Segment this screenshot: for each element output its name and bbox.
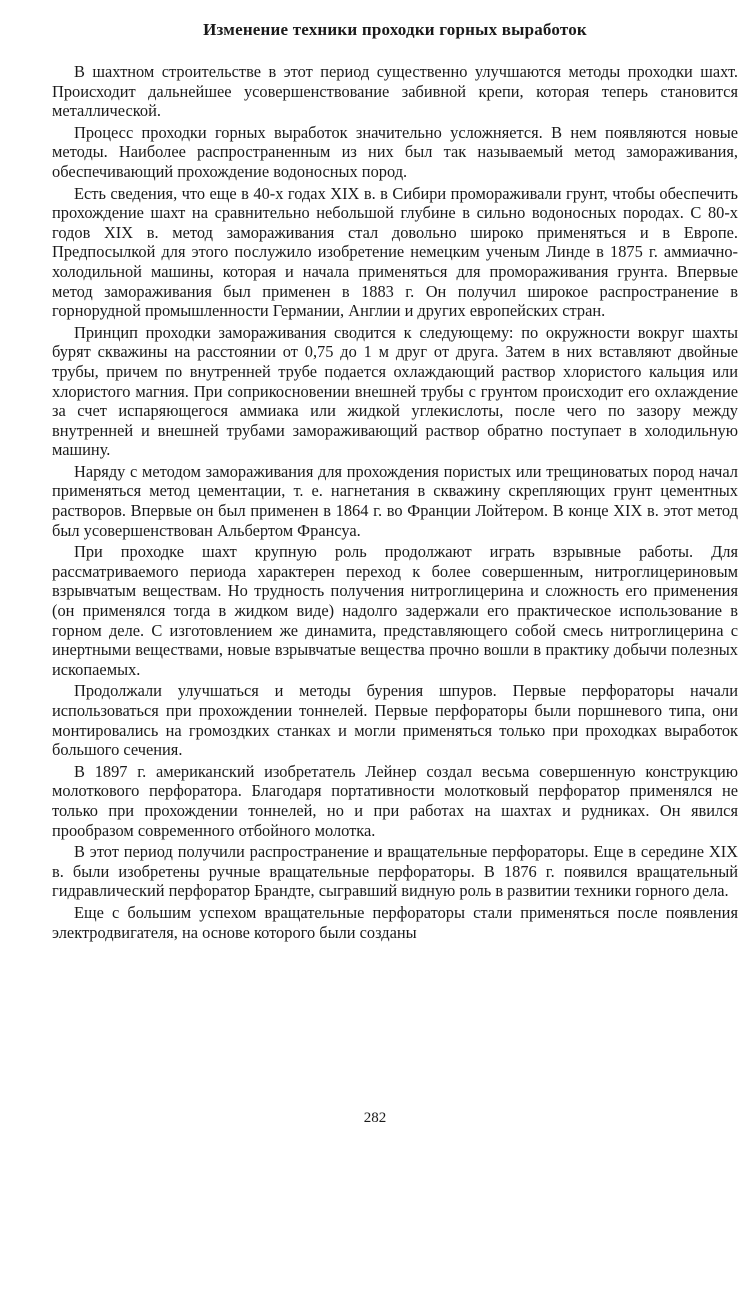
section-title: Изменение техники проходки горных выработок — [203, 20, 587, 39]
page-content — [52, 20, 738, 944]
paragraph: Продолжали улучшаться и методы бурения шпуров. Первые перфораторы начали использоваться при прохождении тоннелей. Первые перфораторы были поршневого типа, они монтировались на громоздких станках и могли применяться только при проходках выработок большого сечения. — [52, 681, 738, 760]
paragraph: При проходке шахт крупную роль продолжают играть взрывные работы. Для рассматриваемого периода характерен переход к более совершенным, нитроглицериновым взрывчатым веществам. Но трудность получения нитроглицерина и сложность его применения (он применялся тогда в жидком виде) надолго задержали его практическое использование в горном деле. С изготовлением же динамита, представляющего собой смесь нитроглицерина с инертными веществами, новые взрывчатые вещества прочно вошли в практику добычи полезных ископаемых. — [52, 542, 738, 679]
paragraph: Наряду с методом замораживания для прохождения пористых или трещиноватых пород начал применяться метод цементации, т. е. нагнетания в скважину скрепляющих грунт цементных растворов. Впервые он был применен в 1864 г. во Франции Лойтером. В конце XIX в. этот метод был усовершенствован Альбертом Франсуа. — [52, 461, 738, 540]
paragraph-last: Еще с большим успехом вращательные перфораторы стали применяться после появления электродвигателя, на основе которого были созданы — [52, 902, 738, 942]
paragraph: В 1897 г. американский изобретатель Лейнер создал весьма совершенную конструкцию молоткового перфоратора. Благодаря портативности молотковый перфоратор применялся не только при прохождении тоннелей, но и при работах на шахтах и рудниках. Он явился прообразом современного отбойного молотка. — [52, 761, 738, 840]
paragraph: Принцип проходки замораживания сводится к следующему: по окружности вокруг шахты бурят скважины на расстоянии от 0,75 до 1 м друг от друга. Затем в них вставляют двойные трубы, причем по внутренней трубе подается охлаждающий раствор хлористого кальция или хлористого магния. При соприкосновении внешней трубы с грунтом происходит его охлаждение за счет испаряющегося аммиака или жидкой углекислоты, после чего по зазору между внутренней и внешней трубами замораживающий раствор обратно поступает в холодильную машину. — [52, 322, 738, 460]
paragraph: Процесс проходки горных выработок значительно усложняется. В нем появляются новые методы. Наиболее распространенным из них был так называемый метод замораживания, обеспечивающий прохождение водоносных пород. — [52, 122, 738, 181]
paragraph: Есть сведения, что еще в 40-х годах XIX в. в Сибири промораживали грунт, чтобы обеспечить прохождение шахт на сравнительно небольшой глубине в сильно водоносных породах. С 80-х годов XIX в. метод замораживания стал довольно широко применяться и в Европе. Предпосылкой для этого послужило изобретение немецким ученым Линде в 1875 г. аммиачно-холодильной машины, которая и начала применяться для промораживания грунта. Впервые метод замораживания был применен в 1883 г. Он получил широкое распространение в горнорудной промышленности Германии, Англии и других европейских стран. — [52, 183, 738, 321]
paragraph: В шахтном строительстве в этот период существенно улучшаются методы проходки шахт. Происходит дальнейшее усовершенствование забивной крепи, которая теперь становится металлической. — [52, 62, 738, 121]
page-number: 282 — [363, 1110, 387, 1126]
paragraph: В этот период получили распространение и вращательные перфораторы. Еще в середине XIX в. были изобретены ручные вращательные перфораторы. В 1876 г. появился вращательный гидравлический перфоратор Брандте, сыгравший видную роль в развитии техники горного дела. — [52, 842, 738, 901]
